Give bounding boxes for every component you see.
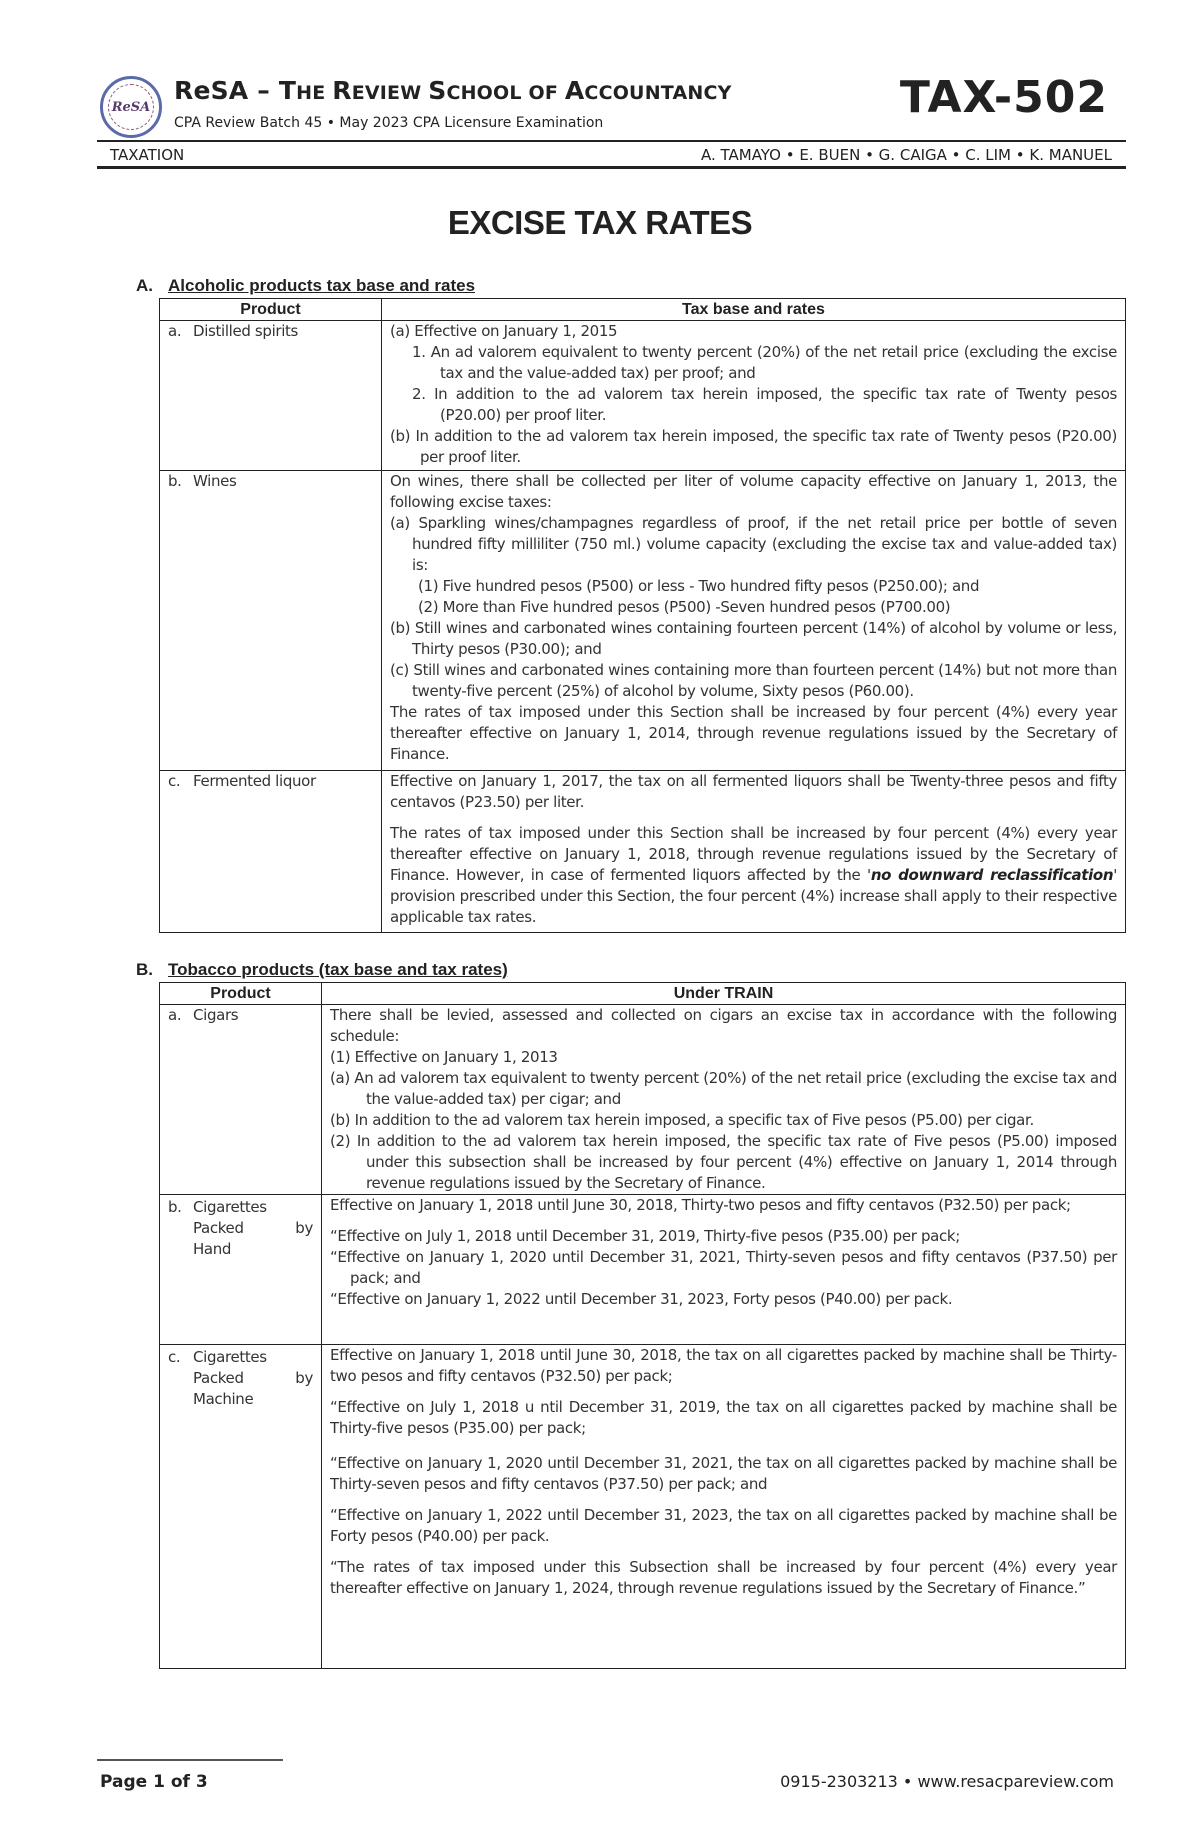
alcohol-rates-table [159, 298, 1126, 933]
tobacco-rates-table [159, 982, 1126, 1669]
rate-line: There shall be levied, assessed and collected on cigars an excise tax in accordance with the following schedule: [330, 1006, 1117, 1045]
rate-line: (1) Five hundred pesos (P500) or less - Two hundred fifty pesos (P250.00); and [418, 577, 980, 595]
rate-line: “Effective on January 1, 2020 until December 31, 2021, Thirty-seven pesos and fifty centavos (P37.50) per pack; and [330, 1248, 1117, 1287]
rate-line: (b) Still wines and carbonated wines containing fourteen percent (14%) of alcohol by volume or less, Thirty pesos (P30.00); and [390, 619, 1117, 658]
page-title: EXCISE TAX RATES [447, 204, 753, 241]
rate-line: (2) In addition to the ad valorem tax herein imposed, the specific tax rate of Five pesos (P5.00) imposed under this subsection shall be increased by four percent (4%) effective on January 1, 2014 through revenue regulations issued by the Secretary of Finance. [330, 1132, 1117, 1192]
product-name: Fermented liquor [193, 772, 316, 790]
table-row [160, 471, 1126, 771]
rate-line: “Effective on January 1, 2022 until December 31, 2023, the tax on all cigarettes packed by machine shall be Forty pesos (P40.00) per pack. [330, 1506, 1117, 1545]
rates-cell [322, 1345, 1126, 1669]
table-row [160, 321, 1126, 471]
rate-line: 2. In addition to the ad valorem tax herein imposed, the specific tax rate of Twenty pesos (P20.00) per proof liter. [412, 385, 1117, 424]
product-cell: c. Cigarettes Packed by Machine [160, 1345, 322, 1669]
course-code: TAX-502 [899, 72, 1108, 123]
rate-line: 1. An ad valorem equivalent to twenty percent (20%) of the net retail price (excluding the excise tax and the value-added tax) per proof; and [412, 343, 1117, 382]
rate-line: “Effective on January 1, 2022 until December 31, 2023, Forty pesos (P40.00) per pack. [330, 1290, 953, 1308]
rate-line: “Effective on July 1, 2018 until December 31, 2019, Thirty-five pesos (P35.00) per pack; [330, 1227, 960, 1245]
rate-line: Effective on January 1, 2018 until June 30, 2018, Thirty-two pesos and fifty centavos (P32.50) per pack; [330, 1196, 1071, 1214]
rate-line: (1) Effective on January 1, 2013 [330, 1048, 558, 1066]
product-name: Distilled spirits [193, 322, 299, 340]
rate-line: The rates of tax imposed under this Section shall be increased by four percent (4%) every year thereafter effective on January 1, 2018, through revenue regulations issued by the Secretary of Finance. However, in case of fermented liquors affected by the 'no downward reclassification' provision prescribed under this Section, the four percent (4%) increase shall apply to their respective applicable tax rates. [390, 824, 1117, 926]
authors-list: A. TAMAYO • E. BUEN • G. CAIGA • C. LIM • K. MANUEL [700, 146, 1112, 164]
rate-line: (a) Sparkling wines/champagnes regardless of proof, if the net retail price per bottle of seven hundred fifty milliliter (750 ml.) volume capacity (excluding the excise tax and value-added tax) is: [390, 514, 1117, 574]
resa-logo-text: ReSA [108, 84, 154, 130]
product-name: Wines [193, 472, 237, 490]
rate-line: (a) An ad valorem tax equivalent to twenty percent (20%) of the net retail price (excluding the excise tax and the value-added tax) per cigar; and [330, 1069, 1117, 1108]
rate-line: Effective on January 1, 2017, the tax on all fermented liquors shall be Twenty-three pesos and fifty centavos (P23.50) per liter. [390, 772, 1117, 811]
column-header-product: Product [160, 983, 322, 1005]
column-header-product: Product [160, 299, 382, 321]
rate-line: The rates of tax imposed under this Section shall be increased by four percent (4%) every year thereafter effective on January 1, 2014, through revenue regulations issued by the Secretary of Finance. [390, 703, 1117, 763]
rates-cell [322, 1195, 1126, 1345]
rate-line: Effective on January 1, 2018 until June 30, 2018, the tax on all cigarettes packed by machine shall be Thirty-two pesos and fifty centavos (P32.50) per pack; [330, 1346, 1117, 1385]
product-name: Cigarettes Packed by Hand [193, 1198, 313, 1258]
rate-line: (c) Still wines and carbonated wines containing more than fourteen percent (14%) but not more than twenty-five percent (25%) of alcohol by volume, Sixty pesos (P60.00). [390, 661, 1117, 700]
header-rule [97, 140, 1126, 142]
rate-line: (b) In addition to the ad valorem tax herein imposed, the specific tax rate of Twenty pesos (P20.00) per proof liter. [390, 427, 1117, 466]
column-header-rates: Tax base and rates [382, 299, 1126, 321]
page-number: Page 1 of 3 [100, 1772, 208, 1792]
school-name: ReSA – THE REVIEW SCHOOL OF ACCOUNTANCY [174, 76, 732, 105]
rate-line: “Effective on July 1, 2018 u ntil December 31, 2019, the tax on all cigarettes packed by machine shall be Thirty-five pesos (P35.00) per pack; [330, 1398, 1117, 1437]
section-b-heading: B. Tobacco products (tax base and tax rates) [136, 960, 508, 979]
product-name: Cigars [193, 1006, 239, 1024]
resa-logo [100, 76, 162, 138]
table-row [160, 771, 1126, 933]
footer-rule [97, 1759, 283, 1761]
product-cell: a. Cigars [160, 1005, 322, 1195]
product-cell: a. Distilled spirits [160, 321, 382, 471]
rate-line: On wines, there shall be collected per liter of volume capacity effective on January 1, 2013, the following excise taxes: [390, 472, 1117, 511]
table-header-row [160, 299, 1126, 321]
emphasis-text: no downward reclassification [870, 866, 1114, 884]
batch-info: CPA Review Batch 45 • May 2023 CPA Licensure Examination [174, 115, 604, 131]
rates-cell [322, 1005, 1126, 1195]
table-header-row [160, 983, 1126, 1005]
product-cell: b. Wines [160, 471, 382, 771]
subject-label: TAXATION [110, 146, 185, 164]
contact-info: 0915-2303213 • www.resacpareview.com [780, 1772, 1114, 1791]
table-row [160, 1345, 1126, 1669]
column-header-rates: Under TRAIN [322, 983, 1126, 1005]
rates-cell [382, 321, 1126, 471]
rate-line: (b) In addition to the ad valorem tax herein imposed, a specific tax of Five pesos (P5.00) per cigar. [330, 1111, 1034, 1129]
rate-line: (a) Effective on January 1, 2015 [390, 322, 618, 340]
rates-cell [382, 471, 1126, 771]
table-row [160, 1195, 1126, 1345]
rate-line: (2) More than Five hundred pesos (P500) -Seven hundred pesos (P700.00) [418, 598, 951, 616]
header-rule-thick [97, 166, 1126, 169]
rate-line: “Effective on January 1, 2020 until December 31, 2021, the tax on all cigarettes packed by machine shall be Thirty-seven pesos and fifty centavos (P37.50) per pack; and [330, 1454, 1117, 1493]
product-cell: b. Cigarettes Packed by Hand [160, 1195, 322, 1345]
product-name: Cigarettes Packed by Machine [193, 1348, 313, 1408]
rates-cell [382, 771, 1126, 933]
table-row [160, 1005, 1126, 1195]
rate-line: “The rates of tax imposed under this Subsection shall be increased by four percent (4%) every year thereafter effective on January 1, 2024, through revenue regulations issued by the Secretary of Finance.” [330, 1558, 1117, 1597]
section-a-heading: A. Alcoholic products tax base and rates [136, 276, 476, 295]
product-cell: c. Fermented liquor [160, 771, 382, 933]
